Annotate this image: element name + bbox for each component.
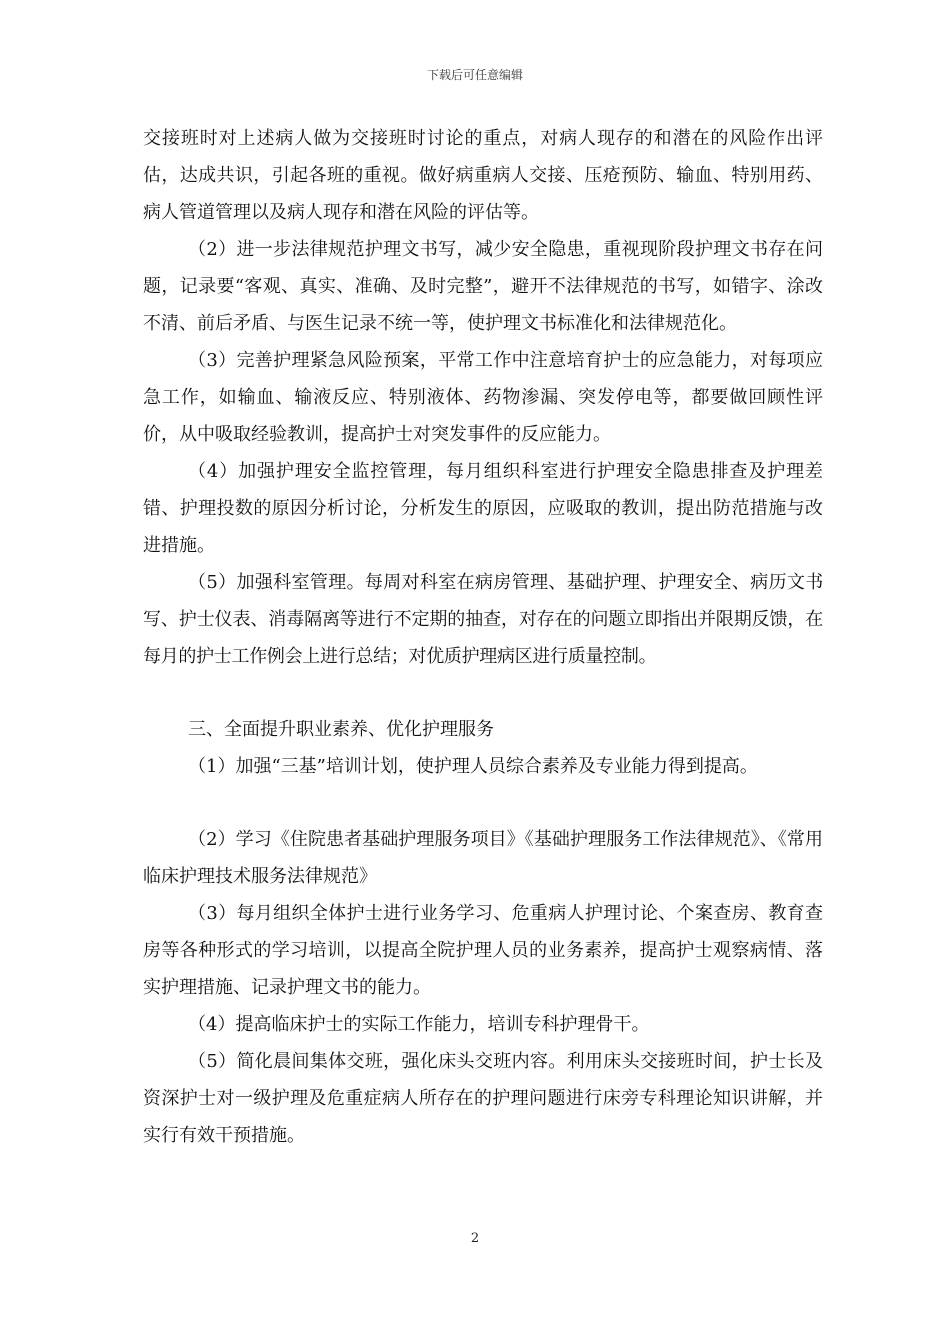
section3-item-2: （2）学习《住院患者基础护理服务项目》《基础护理服务工作法律规范》、《常用临床护理技术服务法律规范》 <box>143 829 823 887</box>
paragraph-item-2: （2）进一步法律规范护理文书写，减少安全隐患，重视现阶段护理文书存在问题，记录要“客观、真实、准确、及时完整”，避开不法律规范的书写，如错字、涂改不清、前后矛盾、与医生记录不统一等，使护理文书标准化和法律规范化。 <box>143 239 823 334</box>
section3-item-1: （1）加强“三基”培训计划，使护理人员综合素养及专业能力得到提高。 <box>188 756 758 777</box>
paragraph-item-3: （3）完善护理紧急风险预案，平常工作中注意培育护士的应急能力，对每项应急工作，如输血、输液反应、特别液体、药物渗漏、突发停电等，都要做回顾性评价，从中吸取经验教训，提高护士对突发事件的反应能力。 <box>143 350 823 445</box>
section-spacer <box>143 675 823 711</box>
section3-item-3: （3）每月组织全体护士进行业务学习、危重病人护理讨论、个案查房、教育查房等各种形式的学习培训，以提高全院护理人员的业务素养，提高护士观察病情、落实护理措施、记录护理文书的能力。 <box>143 903 823 998</box>
section-heading: 三、全面提升职业素养、优化护理服务 <box>188 719 494 740</box>
page-header: 下载后可任意编辑 <box>426 68 523 82</box>
paragraph-item-5: （5）加强科室管理。每周对科室在病房管理、基础护理、护理安全、病历文书写、护士仪表、消毒隔离等进行不定期的抽查，对存在的问题立即指出并限期反馈，在每月的护士工作例会上进行总结；对优质护理病区进行质量控制。 <box>143 572 823 667</box>
section3-item-5: （5）简化晨间集体交班，强化床头交班内容。利用床头交接班时间，护士长及资深护士对一级护理及危重症病人所存在的护理问题进行床旁专科理论知识讲解，并实行有效干预措施。 <box>143 1051 823 1146</box>
item-spacer <box>143 785 823 821</box>
page-number: 2 <box>470 1231 480 1246</box>
paragraph-item-4: （4）加强护理安全监控管理，每月组织科室进行护理安全隐患排查及护理差错、护理投数的原因分析讨论，分析发生的原因，应吸取的教训，提出防范措施与改进措施。 <box>143 461 823 556</box>
paragraph-continuation: 交接班时对上述病人做为交接班时讨论的重点，对病人现存的和潜在的风险作出评估，达成共识，引起各班的重视。做好病重病人交接、压疮预防、输血、特别用药、病人管道管理以及病人现存和潜在风险的评估等。 <box>143 128 823 223</box>
document-body <box>143 120 823 1154</box>
section3-item-4: （4）提高临床护士的实际工作能力，培训专科护理骨干。 <box>188 1014 650 1035</box>
